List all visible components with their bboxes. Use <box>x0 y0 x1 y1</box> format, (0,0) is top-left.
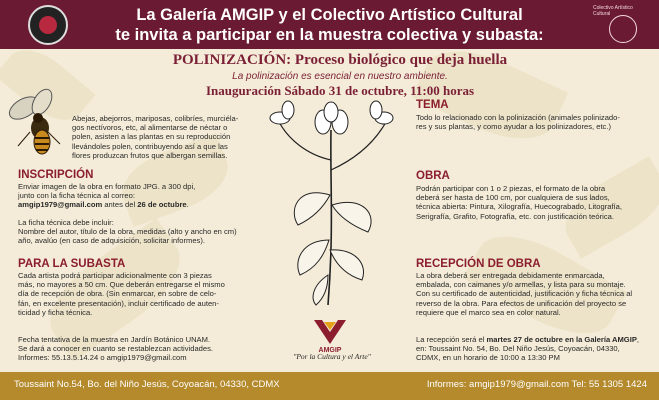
event-subtitle: La polinización es esencial en nuestro ambiente. <box>232 71 448 82</box>
recepcion-line: embalada, con caimanes y/o armellas, y lista para su montaje. <box>416 280 626 290</box>
subasta-line: fán, en excelente presentación), incluir certificado de auten- <box>18 298 219 308</box>
recepcion-line: La obra deberá ser entregada debidamente enmarcada, <box>416 271 605 280</box>
recepcion-text-span: La recepción será el <box>416 335 487 344</box>
inscripcion-heading: INSCRIPCIÓN <box>18 169 94 181</box>
header-banner <box>0 0 659 49</box>
bee-icon <box>4 86 68 162</box>
header-line-1: La Galería AMGIP y el Colectivo Artístico Cultural <box>136 6 523 24</box>
inauguration-date: Inauguración Sábado 31 de octubre, 11:00 horas <box>205 83 475 98</box>
subasta-line: día de recepción de obra. (Sin enmarcar, en sobre de celo- <box>18 289 217 299</box>
inscripcion-text-span: antes del <box>102 200 138 210</box>
intro-paragraph <box>72 114 268 160</box>
recepcion-line: en: Toussaint No. 54, Bo. Del Niño Jesús, Coyoacán, 04330, <box>416 344 620 354</box>
footer-contact[interactable]: Informes: amgip1979@gmail.com Tel: 55 1305 1424 <box>426 379 647 390</box>
footer-address: Toussaint No.54, Bo. del Niño Jesús, Coyoacán, 04330, CDMX <box>14 379 280 390</box>
recepcion-date-text <box>416 335 656 363</box>
inscripcion-line: Enviar imagen de la obra en formato JPG. a 300 dpi, <box>18 182 196 191</box>
inscripcion-line: junto con la ficha técnica al correo: <box>18 191 135 201</box>
obra-line: técnica abierta: Pintura, Xilografía, Huecograbado, Litografía, <box>416 202 622 212</box>
inscripcion-line: año, avalúo (en caso de adquisición, solicitar informes). <box>18 236 205 246</box>
tema-line: Todo lo relacionado con la polinización (animales polinizado- <box>416 113 620 122</box>
obra-text <box>416 184 656 221</box>
obra-line: Serigrafía, Grafito, Fotografía, etc. con justificación teórica. <box>416 211 614 221</box>
inscripcion-line: La ficha técnica debe incluir: <box>18 217 114 227</box>
inscripcion-deadline: 26 de octubre <box>137 200 187 210</box>
logo-right-text: Colectivo Artístico Cultural <box>593 5 633 17</box>
motto-text: "Por la Cultura y el Arte" <box>293 352 371 361</box>
recepcion-text-span: , <box>636 335 640 344</box>
tentativa-line: Informes: 55.13.5.14.24 o amgip1979@gmail.com <box>18 353 187 363</box>
recepcion-line: reverso de la obra. Para efectos de unificación del proyecto se <box>416 298 627 308</box>
recepcion-text <box>416 271 656 317</box>
colectivo-artistico-logo <box>593 3 641 45</box>
intro-line: llevándoles polen, contribuyendo así a que las <box>72 141 228 151</box>
intro-line: polen, asisten a las plantas en su reproducción <box>72 132 231 142</box>
recepcion-date-bold: martes 27 de octubre en la Galería AMGIP <box>486 335 637 344</box>
footer-bar <box>0 372 659 400</box>
tema-heading: TEMA <box>416 99 449 111</box>
obra-heading: OBRA <box>416 170 450 182</box>
obra-line: Podrán participar con 1 o 2 piezas, el formato de la obra <box>416 184 606 193</box>
intro-line: flores produzcan frutos que albergan semillas. <box>72 150 228 160</box>
recepcion-heading: RECEPCIÓN DE OBRA <box>416 258 541 270</box>
inscripcion-email-link[interactable]: amgip1979@gmail.com <box>18 200 103 210</box>
intro-line: gos nectívoros, etc, al alimentarse de néctar o <box>72 123 228 133</box>
subasta-line: ticidad y ficha técnica. <box>18 307 93 317</box>
inscripcion-text-span: . <box>186 200 189 210</box>
subasta-text <box>18 271 270 317</box>
intro-line: Abejas, abejorros, mariposas, colibríes, murciéla- <box>72 114 239 123</box>
subasta-line: Cada artista podrá participar adicionalmente con 3 piezas <box>18 271 212 280</box>
subasta-line: más, no mayores a 50 cm. Que deberán entregarse el mismo <box>18 280 225 290</box>
tentativa-line: Se dará a conocer en cuanto se restablezcan actividades. <box>18 344 214 354</box>
recepcion-line: CDMX, en un horario de 10:00 a 13:30 PM <box>416 353 560 363</box>
recepcion-line: requiere que el marco sea en color natural. <box>416 307 561 317</box>
event-title: POLINIZACIÓN: Proceso biológico que deja huella <box>172 52 508 68</box>
inscripcion-email-line <box>18 200 270 209</box>
recepcion-line: Con su certificado de autenticidad, justificación y ficha técnica al <box>416 289 633 299</box>
inscripcion-line: Nombre del autor, título de la obra, medidas (alto y ancho en cm) <box>18 226 237 236</box>
tema-text <box>416 113 656 131</box>
subasta-heading: PARA LA SUBASTA <box>18 258 126 270</box>
flower-illustration-icon <box>268 100 394 310</box>
tentativa-text <box>18 335 278 363</box>
inscripcion-text <box>18 182 270 245</box>
tema-line: res y sus plantas, y como ayudar a los polinizadores, etc.) <box>416 122 611 132</box>
obra-line: deberá ser hasta de 100 cm, por cualquiera de sus lados, <box>416 193 610 203</box>
amgip-logo <box>308 318 352 354</box>
logo-right-ring-icon <box>609 15 637 43</box>
amgip-logo-text: AMGIP <box>318 347 342 354</box>
header-line-2: te invita a participar en la muestra colectiva y subasta: <box>115 26 544 44</box>
tentativa-line: Fecha tentativa de la muestra en Jardín Botánico UNAM. <box>18 335 211 344</box>
recepcion-date-line <box>416 335 656 344</box>
